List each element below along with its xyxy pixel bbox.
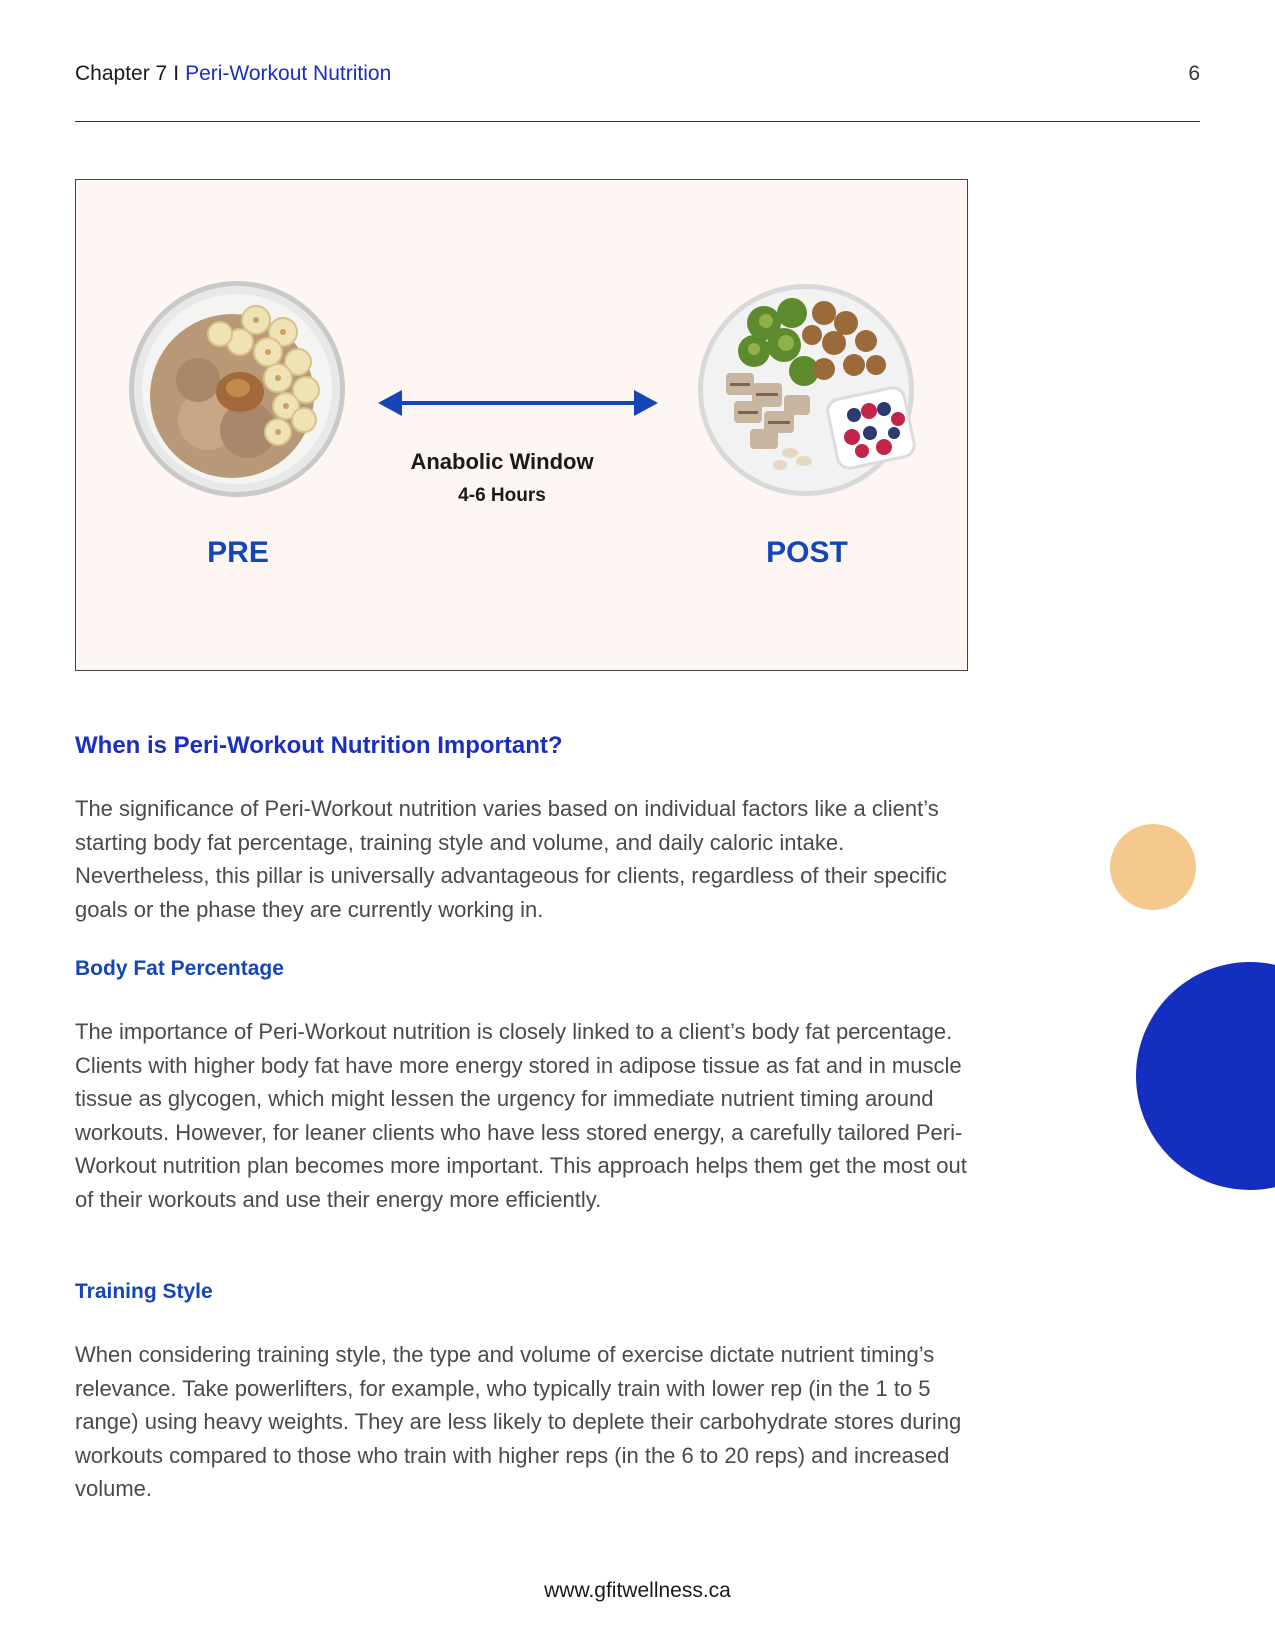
double-arrow-icon xyxy=(378,388,658,418)
intro-paragraph: The significance of Peri-Workout nutrition varies based on individual factors like a client’s starting body fat percentage, training style and volume, and daily caloric intake. Nevertheless, this pillar is universally advantageous for clients, regardless of their specific goals or the phase they are currently working in. xyxy=(75,796,947,922)
training-style-paragraph: When considering training style, the type and volume of exercise dictate nutrient timing’s relevance. Take powerlifters, for example, who typically train with lower rep (in the 1 to 5 range) using heavy weights. They are less likely to deplete their carbohydrate stores during workouts compared to those who train with higher reps (in the 6 to 20 reps) and increased volume. xyxy=(75,1342,962,1501)
chapter-title: Peri-Workout Nutrition xyxy=(185,62,392,85)
decorative-orange-circle xyxy=(1110,824,1196,910)
header-separator: I xyxy=(173,62,180,85)
footer-url: www.gfitwellness.ca xyxy=(544,1579,731,1602)
pre-label: PRE xyxy=(207,536,269,569)
anabolic-window-label: Anabolic Window xyxy=(410,449,594,474)
body-fat-heading: Body Fat Percentage xyxy=(75,957,284,980)
header-divider xyxy=(75,121,1200,122)
page-number: 6 xyxy=(1188,62,1200,85)
training-style-heading: Training Style xyxy=(75,1280,213,1303)
chapter-number: Chapter 7 xyxy=(75,62,168,85)
oatmeal-bowl-image xyxy=(128,280,346,498)
decorative-blue-circle xyxy=(1136,962,1275,1190)
section-heading: When is Peri-Workout Nutrition Important? xyxy=(75,732,563,759)
post-label: POST xyxy=(766,536,848,569)
anabolic-window-hours: 4-6 Hours xyxy=(458,485,546,506)
anabolic-window-figure xyxy=(75,179,968,671)
page-header xyxy=(75,62,1200,92)
body-fat-paragraph: The importance of Peri-Workout nutrition is closely linked to a client’s body fat percentage. Clients with higher body fat have more energy stored in adipose tissue as fat and in muscle tissue as glycogen, which might lessen the urgency for immediate nutrient timing around workouts. However, for leaner clients who have less stored energy, a carefully tailored Peri-Workout nutrition plan becomes more important. This approach helps them get the most out of their workouts and use their energy more efficiently. xyxy=(75,1019,967,1212)
post-workout-plate-image xyxy=(694,283,926,498)
